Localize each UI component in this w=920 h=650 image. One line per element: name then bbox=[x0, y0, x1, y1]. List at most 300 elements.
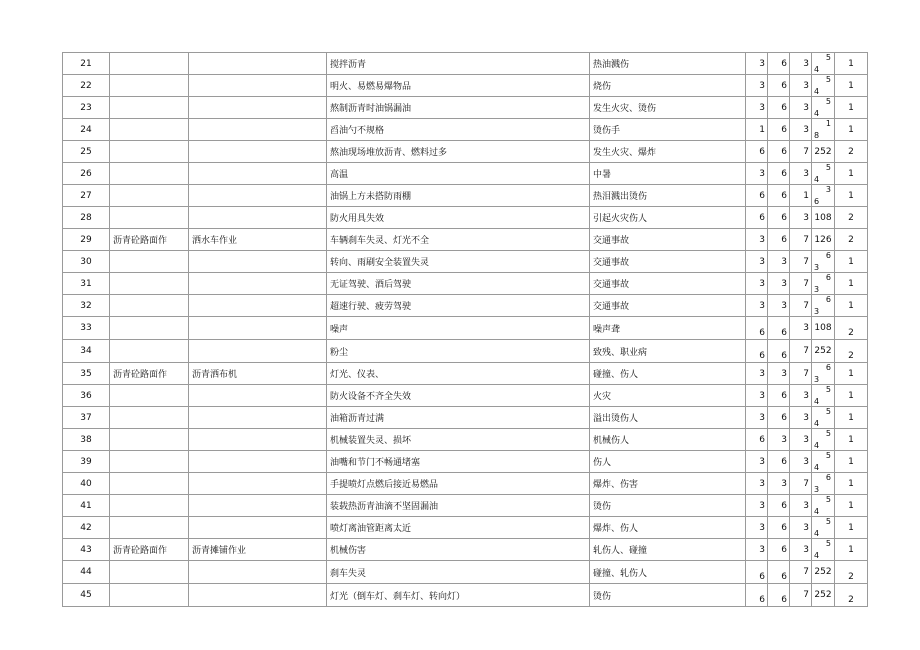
risk-grade: 1 bbox=[835, 407, 868, 429]
d-bottom: 3 bbox=[814, 485, 820, 494]
d-split bbox=[812, 119, 834, 140]
work-type bbox=[110, 273, 189, 295]
d-split bbox=[812, 429, 834, 450]
d-value bbox=[812, 141, 835, 163]
accident-type: 致残、职业病 bbox=[590, 340, 746, 363]
row-number: 23 bbox=[63, 97, 110, 119]
d-split bbox=[812, 53, 834, 74]
table-row bbox=[63, 451, 868, 473]
e-value: 3 bbox=[768, 251, 790, 273]
d-top: 5 bbox=[825, 75, 831, 84]
work-type bbox=[110, 185, 189, 207]
d-value bbox=[812, 385, 835, 407]
c-value: 3 bbox=[790, 207, 812, 229]
e-value: 6 bbox=[768, 163, 790, 185]
row-number: 25 bbox=[63, 141, 110, 163]
work-type: 沥青砼路面作 bbox=[110, 363, 189, 385]
accident-type: 机械伤人 bbox=[590, 429, 746, 451]
risk-grade: 1 bbox=[835, 163, 868, 185]
risk-grade: 1 bbox=[835, 517, 868, 539]
d-split bbox=[812, 517, 834, 538]
c-value: 3 bbox=[790, 163, 812, 185]
e-value: 3 bbox=[768, 273, 790, 295]
c-value: 7 bbox=[790, 561, 812, 584]
d-split bbox=[812, 363, 834, 384]
e-value: 6 bbox=[768, 53, 790, 75]
accident-type: 热泪溅出烫伤 bbox=[590, 185, 746, 207]
d-top: 5 bbox=[825, 495, 831, 504]
c-value: 3 bbox=[790, 495, 812, 517]
l-value: 3 bbox=[746, 539, 768, 561]
risk-grade: 1 bbox=[835, 451, 868, 473]
hazard: 喷灯离油管距离太近 bbox=[327, 517, 590, 539]
d-bottom: 3 bbox=[814, 263, 820, 272]
table-row bbox=[63, 185, 868, 207]
l-value: 3 bbox=[746, 163, 768, 185]
d-bottom: 4 bbox=[814, 397, 820, 406]
d-value bbox=[812, 229, 835, 251]
d-split bbox=[812, 295, 834, 316]
c-value: 7 bbox=[790, 295, 812, 317]
e-value: 6 bbox=[768, 97, 790, 119]
d-value bbox=[812, 317, 835, 340]
table-row bbox=[63, 340, 868, 363]
d-top: 5 bbox=[825, 429, 831, 438]
work-step bbox=[189, 141, 327, 163]
c-value: 3 bbox=[790, 119, 812, 141]
risk-grade: 1 bbox=[835, 119, 868, 141]
row-number: 27 bbox=[63, 185, 110, 207]
d-bottom: 4 bbox=[814, 507, 820, 516]
work-step bbox=[189, 495, 327, 517]
work-step: 洒水车作业 bbox=[189, 229, 327, 251]
row-number: 24 bbox=[63, 119, 110, 141]
l-value: 3 bbox=[746, 229, 768, 251]
d-total: 108 bbox=[814, 212, 832, 223]
e-value: 6 bbox=[768, 207, 790, 229]
l-value: 6 bbox=[746, 141, 768, 163]
hazard: 防火用具失效 bbox=[327, 207, 590, 229]
work-type bbox=[110, 429, 189, 451]
table-row bbox=[63, 473, 868, 495]
work-type bbox=[110, 340, 189, 363]
d-top: 6 bbox=[825, 251, 831, 260]
accident-type: 爆炸、伤人 bbox=[590, 517, 746, 539]
c-value: 1 bbox=[790, 185, 812, 207]
table-row bbox=[63, 317, 868, 340]
d-bottom: 4 bbox=[814, 109, 820, 118]
d-total: 252 bbox=[814, 590, 832, 600]
e-value: 6 bbox=[768, 385, 790, 407]
row-number: 32 bbox=[63, 295, 110, 317]
c-value: 3 bbox=[790, 451, 812, 473]
risk-grade: 1 bbox=[835, 295, 868, 317]
d-top: 6 bbox=[825, 295, 831, 304]
work-type bbox=[110, 119, 189, 141]
risk-grade: 2 bbox=[835, 317, 868, 340]
work-type bbox=[110, 251, 189, 273]
c-value: 7 bbox=[790, 340, 812, 363]
d-bottom: 4 bbox=[814, 175, 820, 184]
d-bottom: 3 bbox=[814, 375, 820, 384]
work-step bbox=[189, 340, 327, 363]
table-row bbox=[63, 53, 868, 75]
d-value bbox=[812, 53, 835, 75]
accident-type: 交通事故 bbox=[590, 295, 746, 317]
e-value: 6 bbox=[768, 229, 790, 251]
c-value: 7 bbox=[790, 584, 812, 607]
row-number: 45 bbox=[63, 584, 110, 607]
hazard: 搅拌沥青 bbox=[327, 53, 590, 75]
accident-type: 发生火灾、爆炸 bbox=[590, 141, 746, 163]
e-value: 3 bbox=[768, 429, 790, 451]
accident-type: 引起火灾伤人 bbox=[590, 207, 746, 229]
work-step bbox=[189, 185, 327, 207]
l-value: 3 bbox=[746, 363, 768, 385]
row-number: 30 bbox=[63, 251, 110, 273]
d-top: 5 bbox=[825, 163, 831, 172]
e-value: 3 bbox=[768, 295, 790, 317]
hazard: 灯光、仪表、 bbox=[327, 363, 590, 385]
accident-type: 噪声聋 bbox=[590, 317, 746, 340]
row-number: 35 bbox=[63, 363, 110, 385]
l-value: 3 bbox=[746, 97, 768, 119]
e-value: 6 bbox=[768, 539, 790, 561]
risk-table bbox=[62, 52, 868, 607]
d-value bbox=[812, 97, 835, 119]
d-value bbox=[812, 251, 835, 273]
d-bottom: 8 bbox=[814, 131, 820, 140]
e-value: 6 bbox=[768, 317, 790, 340]
accident-type: 发生火灾、烫伤 bbox=[590, 97, 746, 119]
accident-type: 火灾 bbox=[590, 385, 746, 407]
d-value bbox=[812, 407, 835, 429]
table-row bbox=[63, 584, 868, 607]
hazard: 机械伤害 bbox=[327, 539, 590, 561]
e-value: 6 bbox=[768, 407, 790, 429]
hazard: 噪声 bbox=[327, 317, 590, 340]
work-type bbox=[110, 317, 189, 340]
table-row bbox=[63, 295, 868, 317]
d-split bbox=[812, 251, 834, 272]
l-value: 3 bbox=[746, 473, 768, 495]
row-number: 40 bbox=[63, 473, 110, 495]
work-step bbox=[189, 407, 327, 429]
d-top: 5 bbox=[825, 451, 831, 460]
risk-grade: 2 bbox=[835, 561, 868, 584]
row-number: 33 bbox=[63, 317, 110, 340]
work-step bbox=[189, 97, 327, 119]
risk-grade: 1 bbox=[835, 273, 868, 295]
hazard: 车辆刹车失灵、灯光不全 bbox=[327, 229, 590, 251]
hazard: 防火设备不齐全失效 bbox=[327, 385, 590, 407]
risk-grade: 1 bbox=[835, 539, 868, 561]
d-bottom: 4 bbox=[814, 419, 820, 428]
table-row bbox=[63, 273, 868, 295]
accident-type: 碰撞、轧伤人 bbox=[590, 561, 746, 584]
hazard: 超速行驶、疲劳驾驶 bbox=[327, 295, 590, 317]
c-value: 3 bbox=[790, 407, 812, 429]
l-value: 6 bbox=[746, 185, 768, 207]
accident-type: 轧伤人、碰撞 bbox=[590, 539, 746, 561]
d-top: 1 bbox=[825, 119, 831, 128]
table-row bbox=[63, 363, 868, 385]
l-value: 6 bbox=[746, 584, 768, 607]
table-row bbox=[63, 407, 868, 429]
l-value: 3 bbox=[746, 495, 768, 517]
l-value: 6 bbox=[746, 429, 768, 451]
risk-grade: 1 bbox=[835, 429, 868, 451]
d-bottom: 4 bbox=[814, 441, 820, 450]
hazard: 粉尘 bbox=[327, 340, 590, 363]
c-value: 3 bbox=[790, 539, 812, 561]
work-type bbox=[110, 295, 189, 317]
e-value: 3 bbox=[768, 473, 790, 495]
c-value: 3 bbox=[790, 385, 812, 407]
table-row bbox=[63, 163, 868, 185]
table-row bbox=[63, 495, 868, 517]
table-row bbox=[63, 75, 868, 97]
c-value: 3 bbox=[790, 517, 812, 539]
table-row bbox=[63, 517, 868, 539]
c-value: 7 bbox=[790, 229, 812, 251]
work-step bbox=[189, 163, 327, 185]
table-row bbox=[63, 429, 868, 451]
c-value: 7 bbox=[790, 473, 812, 495]
work-step bbox=[189, 273, 327, 295]
work-step: 沥青洒布机 bbox=[189, 363, 327, 385]
d-top: 3 bbox=[825, 185, 831, 194]
e-value: 6 bbox=[768, 561, 790, 584]
d-split bbox=[812, 185, 834, 206]
c-value: 7 bbox=[790, 363, 812, 385]
accident-type: 碰撞、伤人 bbox=[590, 363, 746, 385]
c-value: 3 bbox=[790, 75, 812, 97]
l-value: 3 bbox=[746, 407, 768, 429]
row-number: 34 bbox=[63, 340, 110, 363]
d-top: 5 bbox=[825, 407, 831, 416]
work-step bbox=[189, 251, 327, 273]
accident-type: 烫伤手 bbox=[590, 119, 746, 141]
d-value bbox=[812, 185, 835, 207]
e-value: 6 bbox=[768, 495, 790, 517]
table-row bbox=[63, 561, 868, 584]
work-type bbox=[110, 141, 189, 163]
l-value: 3 bbox=[746, 273, 768, 295]
accident-type: 溢出烫伤人 bbox=[590, 407, 746, 429]
l-value: 6 bbox=[746, 207, 768, 229]
risk-grade: 2 bbox=[835, 207, 868, 229]
work-step bbox=[189, 75, 327, 97]
e-value: 6 bbox=[768, 517, 790, 539]
d-top: 6 bbox=[825, 273, 831, 282]
accident-type: 交通事故 bbox=[590, 229, 746, 251]
work-type bbox=[110, 451, 189, 473]
work-type bbox=[110, 495, 189, 517]
l-value: 6 bbox=[746, 561, 768, 584]
hazard: 舀油勺不规格 bbox=[327, 119, 590, 141]
d-value bbox=[812, 340, 835, 363]
row-number: 29 bbox=[63, 229, 110, 251]
work-type bbox=[110, 163, 189, 185]
d-total: 108 bbox=[814, 323, 832, 333]
c-value: 3 bbox=[790, 317, 812, 340]
table-row bbox=[63, 229, 868, 251]
work-step: 沥青摊铺作业 bbox=[189, 539, 327, 561]
e-value: 6 bbox=[768, 75, 790, 97]
d-bottom: 6 bbox=[814, 197, 820, 206]
work-type bbox=[110, 53, 189, 75]
hazard: 机械装置失灵、损坏 bbox=[327, 429, 590, 451]
accident-type: 交通事故 bbox=[590, 251, 746, 273]
work-step bbox=[189, 119, 327, 141]
e-value: 6 bbox=[768, 340, 790, 363]
d-value bbox=[812, 584, 835, 607]
work-type bbox=[110, 385, 189, 407]
risk-grade: 1 bbox=[835, 75, 868, 97]
hazard: 油锅上方未搭防雨棚 bbox=[327, 185, 590, 207]
accident-type: 爆炸、伤害 bbox=[590, 473, 746, 495]
work-step bbox=[189, 429, 327, 451]
work-step bbox=[189, 385, 327, 407]
work-type bbox=[110, 584, 189, 607]
work-step bbox=[189, 584, 327, 607]
d-value bbox=[812, 495, 835, 517]
e-value: 6 bbox=[768, 119, 790, 141]
d-split bbox=[812, 539, 834, 560]
l-value: 3 bbox=[746, 75, 768, 97]
accident-type: 烧伤 bbox=[590, 75, 746, 97]
c-value: 7 bbox=[790, 141, 812, 163]
c-value: 3 bbox=[790, 97, 812, 119]
hazard: 明火、易燃易爆物品 bbox=[327, 75, 590, 97]
l-value: 3 bbox=[746, 251, 768, 273]
hazard: 手提喷灯点燃后接近易燃品 bbox=[327, 473, 590, 495]
risk-grade: 1 bbox=[835, 363, 868, 385]
l-value: 3 bbox=[746, 451, 768, 473]
l-value: 3 bbox=[746, 385, 768, 407]
d-bottom: 3 bbox=[814, 285, 820, 294]
d-split bbox=[812, 451, 834, 472]
risk-grade: 1 bbox=[835, 185, 868, 207]
work-type bbox=[110, 97, 189, 119]
row-number: 36 bbox=[63, 385, 110, 407]
risk-grade: 2 bbox=[835, 584, 868, 607]
row-number: 44 bbox=[63, 561, 110, 584]
d-top: 6 bbox=[825, 363, 831, 372]
d-value bbox=[812, 75, 835, 97]
risk-grade: 1 bbox=[835, 495, 868, 517]
risk-grade: 1 bbox=[835, 97, 868, 119]
table-row bbox=[63, 385, 868, 407]
c-value: 7 bbox=[790, 251, 812, 273]
work-type bbox=[110, 207, 189, 229]
work-step bbox=[189, 317, 327, 340]
risk-grade: 1 bbox=[835, 53, 868, 75]
l-value: 6 bbox=[746, 340, 768, 363]
table-row bbox=[63, 207, 868, 229]
c-value: 7 bbox=[790, 273, 812, 295]
work-type: 沥青砼路面作 bbox=[110, 229, 189, 251]
l-value: 1 bbox=[746, 119, 768, 141]
accident-type: 中暑 bbox=[590, 163, 746, 185]
row-number: 37 bbox=[63, 407, 110, 429]
d-bottom: 4 bbox=[814, 65, 820, 74]
table-row bbox=[63, 119, 868, 141]
risk-grade: 2 bbox=[835, 141, 868, 163]
c-value: 3 bbox=[790, 429, 812, 451]
d-total: 252 bbox=[814, 146, 832, 157]
work-step bbox=[189, 295, 327, 317]
row-number: 43 bbox=[63, 539, 110, 561]
d-bottom: 4 bbox=[814, 529, 820, 538]
work-step bbox=[189, 53, 327, 75]
e-value: 6 bbox=[768, 584, 790, 607]
work-step bbox=[189, 561, 327, 584]
d-value bbox=[812, 273, 835, 295]
d-top: 5 bbox=[825, 517, 831, 526]
work-step bbox=[189, 473, 327, 495]
d-value bbox=[812, 363, 835, 385]
d-split bbox=[812, 473, 834, 494]
accident-type: 伤人 bbox=[590, 451, 746, 473]
d-split bbox=[812, 97, 834, 118]
row-number: 31 bbox=[63, 273, 110, 295]
d-value bbox=[812, 163, 835, 185]
hazard: 油嘴和节门不畅通堵塞 bbox=[327, 451, 590, 473]
d-bottom: 4 bbox=[814, 87, 820, 96]
d-value bbox=[812, 473, 835, 495]
l-value: 3 bbox=[746, 517, 768, 539]
row-number: 42 bbox=[63, 517, 110, 539]
row-number: 22 bbox=[63, 75, 110, 97]
work-step bbox=[189, 207, 327, 229]
risk-grade: 1 bbox=[835, 251, 868, 273]
hazard: 熬制沥青时油锅漏油 bbox=[327, 97, 590, 119]
hazard: 油箱沥青过满 bbox=[327, 407, 590, 429]
hazard: 装载热沥青油滴不坚固漏油 bbox=[327, 495, 590, 517]
d-bottom: 4 bbox=[814, 551, 820, 560]
hazard: 转向、雨刷安全装置失灵 bbox=[327, 251, 590, 273]
work-type bbox=[110, 561, 189, 584]
d-value bbox=[812, 539, 835, 561]
row-number: 41 bbox=[63, 495, 110, 517]
d-total: 126 bbox=[814, 234, 832, 245]
d-top: 5 bbox=[825, 53, 831, 62]
d-bottom: 3 bbox=[814, 307, 820, 316]
work-type bbox=[110, 407, 189, 429]
d-split bbox=[812, 163, 834, 184]
d-top: 5 bbox=[825, 385, 831, 394]
hazard: 熬油现场堆放沥青、燃料过多 bbox=[327, 141, 590, 163]
e-value: 6 bbox=[768, 451, 790, 473]
table-row bbox=[63, 141, 868, 163]
l-value: 6 bbox=[746, 317, 768, 340]
risk-grade: 1 bbox=[835, 385, 868, 407]
d-split bbox=[812, 407, 834, 428]
work-step bbox=[189, 517, 327, 539]
hazard: 高温 bbox=[327, 163, 590, 185]
hazard: 无证驾驶、酒后驾驶 bbox=[327, 273, 590, 295]
d-total: 252 bbox=[814, 346, 832, 356]
d-split bbox=[812, 75, 834, 96]
d-value bbox=[812, 295, 835, 317]
hazard: 刹车失灵 bbox=[327, 561, 590, 584]
d-split bbox=[812, 273, 834, 294]
e-value: 3 bbox=[768, 363, 790, 385]
d-value bbox=[812, 517, 835, 539]
l-value: 3 bbox=[746, 295, 768, 317]
